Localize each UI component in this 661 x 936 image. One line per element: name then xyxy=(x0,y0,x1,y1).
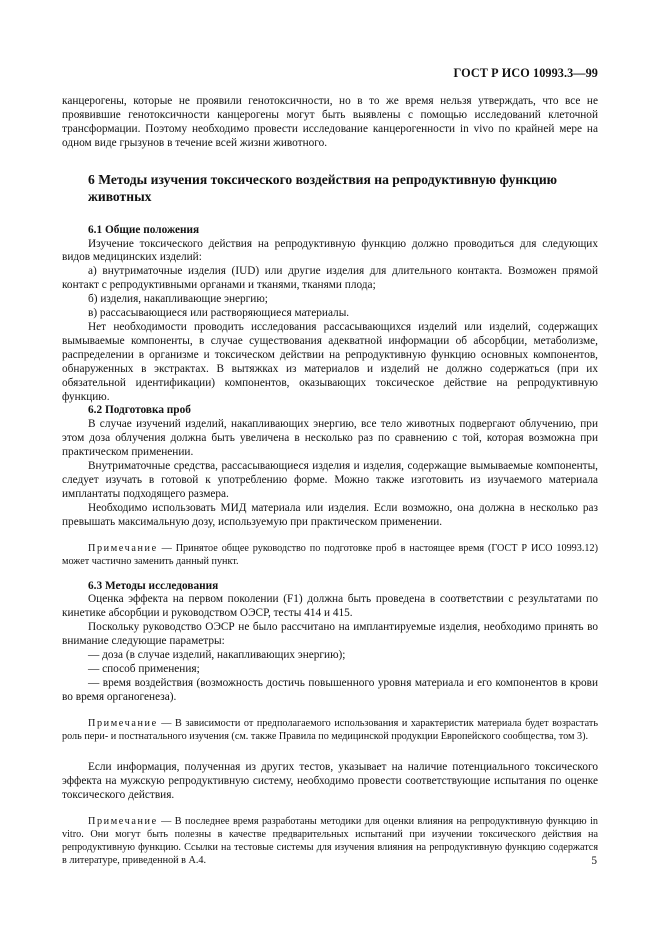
note-text: — В последнее время разработаны методики для оценки влияния на репродуктивную функцию in vitro. Они могут быть полезны в качестве предварительных испытаний при изучении токсического действия на репродуктивную функцию. Ссылки на тестовые системы для изучения влияния на репродуктивную функцию содержатся в литературе, приведенной в А.4. xyxy=(62,816,598,867)
section-6-3-title: 6.3 Методы исследования xyxy=(88,579,219,592)
section-6-2-note xyxy=(62,542,598,568)
note-label: Примечание xyxy=(88,542,158,554)
section-6-3-dash-3: — время воздействия (возможность достичь повышенного уровня материала и его компонентов в крови во время органогенеза). xyxy=(62,676,598,703)
section-6-3-paragraph-1: Оценка эффекта на первом поколении (F1) должна быть проведена в соответствии с результатами по кинетике абсорбции и руководством ОЭСР, тесты 414 и 415. xyxy=(62,593,598,620)
note-text: — В зависимости от предполагаемого использования и характеристик материала будет возрастать роль пери- и постнатального изучения (см. также Правила по медицинской продукции Европейского сообщества, том 3). xyxy=(62,717,598,742)
section-6-title: 6 Методы изучения токсического воздействия на репродуктивную функцию животных xyxy=(88,171,558,204)
section-6-3-paragraph-2: Поскольку руководство ОЭСР не было рассчитано на имплантируемые изделия, необходимо принять во внимание следующие параметры: xyxy=(62,621,598,648)
section-6-1-paragraph-1: Изучение токсического действия на репродуктивную функцию должно проводиться для следующих видов медицинских изделий: xyxy=(62,237,598,264)
intro-paragraph: канцерогены, которые не проявили генотоксичности, но в то же время нельзя утверждать, что все не проявившие генотоксичности канцерогены могут быть выявлены с помощью исследований клеточной трансформации. Поэтому необходимо провести исследование канцерогенности in vivo по крайней мере на одном виде грызунов в течение всей жизни животного. xyxy=(62,95,598,149)
note-text: — Принятое общее руководство по подготовке проб в настоящее время (ГОСТ Р ИСО 10993.12) может частично заменить данный пункт. xyxy=(62,542,598,567)
section-6-3-note-1 xyxy=(62,717,598,743)
section-6-2-title: 6.2 Подготовка проб xyxy=(88,404,191,417)
page-content xyxy=(62,95,598,867)
section-6-1-paragraph-2: Нет необходимости проводить исследования рассасывающихся изделий или изделий, содержащих вымываемые компоненты, в случае существования адекватной информации об абсорбции, метаболизме, распределении в организме и токсическом действии на репродуктивную функцию основных компонентов, обнаруженных в экстрактах. В вытяжках из материалов и изделий не должно содержаться (при их обязательной идентификации) компонентов, оказывающих токсическое действие на репродуктивную функцию. xyxy=(62,320,598,403)
document-header: ГОСТ Р ИСО 10993.3—99 xyxy=(453,66,598,80)
note-label: Примечание xyxy=(88,717,158,729)
section-6-2-paragraph-1: В случае изучений изделий, накапливающих энергию, все тело животных подвергают облучению, при этом доза облучения должна быть увеличена в несколько раз по сравнению с той, которая возможна при практическом применении. xyxy=(62,418,598,459)
section-6-1-item-c: в) рассасывающиеся или растворяющиеся материалы. xyxy=(88,307,350,320)
section-6-1-item-a: а) внутриматочные изделия (IUD) или другие изделия для длительного контакта. Возможен прямой контакт с репродуктивными органами и тканями, тканями плода; xyxy=(62,265,598,292)
section-6-2-paragraph-3: Необходимо использовать МИД материала или изделия. Если возможно, она должна в несколько раз превышать максимальную дозу, используемую при практическом применении. xyxy=(62,501,598,528)
page-number: 5 xyxy=(591,855,597,867)
section-6-2-paragraph-2: Внутриматочные средства, рассасывающиеся изделия и изделия, содержащие вымываемые компоненты, следует изучать в готовой к употреблению форме. Можно также изготовить из изучаемого материала имплантаты подходящего размера. xyxy=(62,460,598,500)
section-6-3-dash-2: — способ применения; xyxy=(88,663,200,675)
section-6-3-note-2 xyxy=(62,815,598,867)
section-6-1-item-b: б) изделия, накапливающие энергию; xyxy=(88,293,268,306)
note-label: Примечание xyxy=(88,816,158,828)
section-6-3-dash-1: — доза (в случае изделий, накапливающих энергию); xyxy=(88,649,346,662)
section-6-3-paragraph-3: Если информация, полученная из других тестов, указывает на наличие потенциального токсического эффекта на мужскую репродуктивную систему, необходимо провести соответствующие испытания по оценке токсического действия. xyxy=(62,760,598,801)
section-6-1-title: 6.1 Общие положения xyxy=(88,223,200,236)
